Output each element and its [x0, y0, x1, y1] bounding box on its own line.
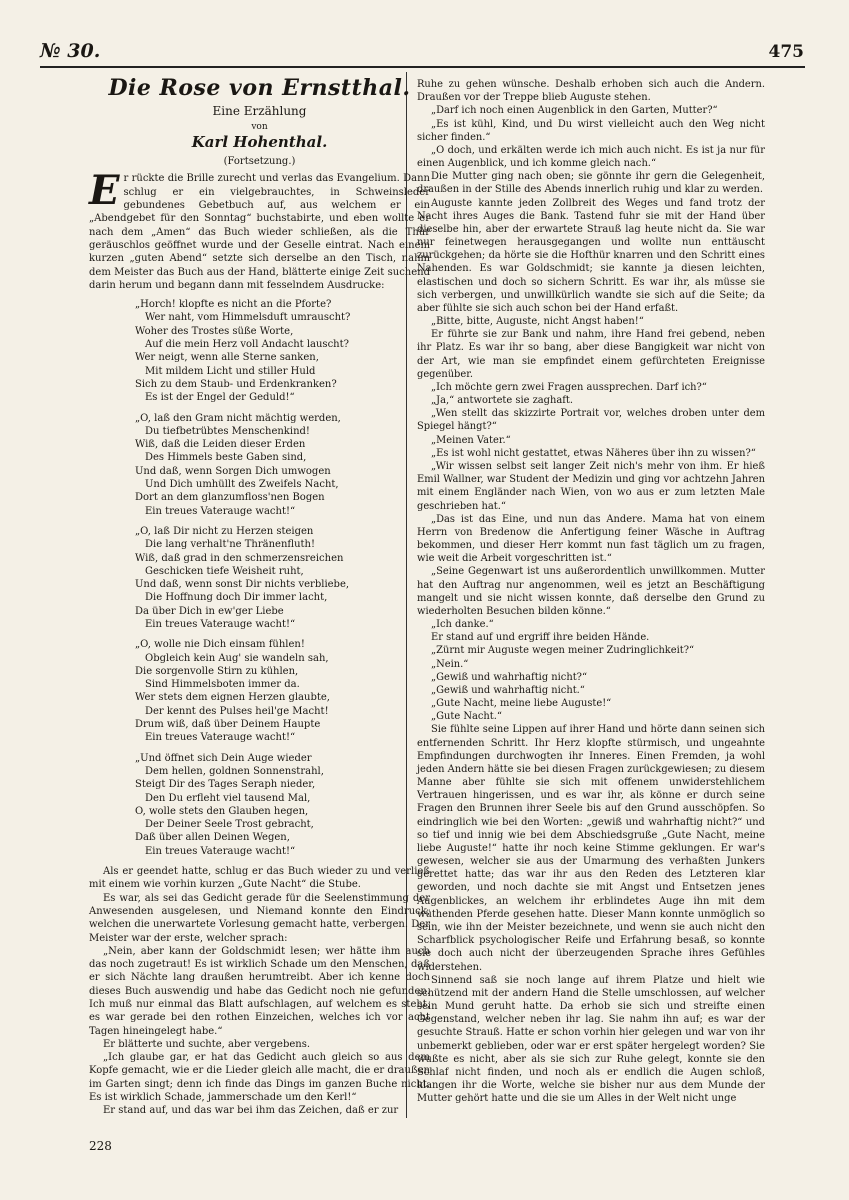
poem-line: Die sorgenvolle Stirn zu kühlen, — [135, 665, 299, 677]
poem-stanza — [135, 298, 430, 404]
paragraph: „Gute Nacht.“ — [431, 711, 502, 723]
paragraph: Auguste kannte jeden Zollbreit des Weges und fand trotz der Nacht ihres Auges die Bank. Tastend fuhr sie mit der Hand über dieselbe hin, aber der erwartete Strauß lag heute nicht da. Sie war nur feinetwegen herausgegangen und wollte nun enttäuscht zurückgehen; da hörte sie die Hofthür knarren und den Schritt eines Nahenden. Es war Goldschmidt; sie kannte ja diesen leichten, elastischen und doch so sichern Schritt. Es war ihr, als müsse sie sich verbergen, und unwillkürlich wandte sie sich auf die Seite; da aber fühlte sie sich auch schon bei der Hand erfaßt. — [417, 197, 765, 314]
paragraph: „Nein.“ — [431, 658, 469, 670]
paragraph: „Zürnt mir Auguste wegen meiner Zudringlichkeit?“ — [431, 645, 695, 657]
paragraph: „Es ist kühl, Kind, und Du wirst vielleicht auch den Weg nicht sicher finden.“ — [417, 118, 765, 143]
paragraph: „O doch, und erkälten werde ich mich auch nicht. Es ist ja nur für einen Augenblick, und ich komme gleich nach.“ — [417, 144, 765, 170]
continuation-note: (Fortsetzung.) — [223, 156, 296, 168]
poem-line: Wer neigt, wenn alle Sterne sanken, — [135, 352, 319, 364]
header-rule — [40, 66, 805, 68]
poem-line: „Und öffnet sich Dein Auge wieder — [135, 752, 312, 764]
paragraph: „Ja,“ antwortete sie zaghaft. — [431, 395, 574, 407]
paragraph: „Ich danke.“ — [431, 619, 494, 631]
paragraph: Sinnend saß sie noch lange auf ihrem Platze und hielt wie schützend mit der andern Hand die Stelle umschlossen, auf welcher sein Mund geruht hatte. Da erhob sie sich und streifte einen Gegenstand, welcher neben ihr lag. Sie nahm ihn auf; es war der gesuchte Strauß. Hatte er schon vorhin hier gelegen und war von ihr unbemerkt geblieben, oder war er erst später hergelegt worden? Sie wußte es nicht, aber als sie sich zur Ruhe gelegt, konnte sie den Schlaf nicht finden, und noch als er endlich die Augen schloß, klangen ihr die Worte, welche sie bisher nur aus dem Munde der Mutter gehört hatte und die sie um Alles in der Welt nicht unge — [417, 974, 765, 1105]
poem-line: Es ist der Engel der Geduld!“ — [145, 392, 295, 404]
poem-line: Dem hellen, goldnen Sonnenstrahl, — [145, 765, 324, 777]
poem-line: Da über Dich in ew'ger Liebe — [135, 605, 284, 617]
paragraph: „Seine Gegenwart ist uns außerordentlich unwillkommen. Mutter hat den Auftrag nur angenommen, weil es jetzt an Beschäftigung mangelt und sie nicht wissen konnte, daß derselbe den Grund zu wiederholten Besuchen bilden könne.“ — [417, 566, 765, 617]
poem-line: Sich zu dem Staub- und Erdenkranken? — [135, 378, 337, 390]
paragraph: „Nein, aber kann der Goldschmidt lesen; wer hätte ihm auch das noch zugetraut! Es ist wirklich Schade um den Menschen, daß er sich Nächte lang draußen herumtreibt. Aber ich kenne doch dieses Buch auswendig und habe das Gedicht noch nie gefunden. Ich muß nur einmal das Blatt aufschlagen, auf welchem es steht, es war gerade bei den rothen Einzeichen, welches ich vor acht Tagen hineingelegt habe.“ — [89, 945, 430, 1037]
left-after-text — [89, 865, 430, 1118]
page-number: 475 — [768, 42, 804, 62]
paragraph: „Meinen Vater.“ — [431, 434, 511, 446]
poem-line: Und Dich umhüllt des Zweifels Nacht, — [145, 479, 339, 491]
paragraph: Er blätterte und suchte, aber vergebens. — [103, 1038, 311, 1050]
paragraph: Er stand auf und ergriff ihre beiden Hände. — [431, 632, 650, 644]
article-title: Die Rose von Ernstthal. — [108, 75, 411, 101]
poem-line: Du tiefbetrübtes Menschenkind! — [145, 425, 310, 437]
poem-line: O, wolle stets den Glauben hegen, — [135, 805, 309, 817]
intro-paragraph — [89, 167, 430, 292]
drop-cap: E — [89, 167, 120, 215]
paragraph: „Ich glaube gar, er hat das Gedicht auch gleich so aus dem Kopfe gemacht, wie er die Lieder gleich alle macht, die er draußen im Garten singt; denn ich finde das Dings im ganzen Buche nicht. Es ist wirklich Schade, jammerschade um den Kerl!“ — [89, 1052, 430, 1104]
paragraph: „Es ist wohl nicht gestattet, etwas Näheres über ihn zu wissen?“ — [431, 447, 756, 459]
poem-line: Ein treues Vaterauge wacht!“ — [145, 505, 296, 517]
poem-line: Obgleich kein Aug' sie wandeln sah, — [145, 652, 329, 664]
paragraph: „Wir wissen selbst seit langer Zeit nich's mehr von ihm. Er hieß Emil Wallner, war Student der Medizin und ging vor achtzehn Jahren mit einem Engländer nach Wien, von wo aus er zum letzten Male geschrieben hat.“ — [417, 460, 765, 512]
poem-line: „O, laß Dir nicht zu Herzen steigen — [135, 525, 314, 537]
paragraph: Es war, als sei das Gedicht gerade für die Seelenstimmung der Anwesenden ausgelesen, und Niemand konnte den Eindruck, welchen die unerwartete Vorlesung gemacht hatte, verbergen. Der Meister war der erste, welcher sprach: — [89, 892, 430, 944]
article-subtitle: Eine Erzählung — [212, 104, 307, 119]
paragraph: „Darf ich noch einen Augenblick in den Garten, Mutter?“ — [431, 105, 718, 117]
poem-stanza — [135, 412, 430, 518]
paragraph: „Ich möchte gern zwei Fragen aussprechen. Darf ich?“ — [431, 381, 707, 393]
paragraph: Ruhe zu gehen wünsche. Deshalb erhoben sich auch die Andern. Draußen vor der Treppe blieb Auguste stehen. — [417, 79, 765, 104]
poem-line: Ein treues Vaterauge wacht!“ — [145, 845, 296, 857]
poem-line: Dort an dem glanzumfloss'nen Bogen — [135, 492, 325, 504]
paragraph: „Wen stellt das skizzirte Portrait vor, welches droben unter dem Spiegel hängt?“ — [417, 408, 765, 433]
poem-line: „O, wolle nie Dich einsam fühlen! — [135, 639, 305, 651]
poem-line: „O, laß den Gram nicht mächtig werden, — [135, 412, 341, 424]
article-von: von — [251, 121, 268, 132]
poem-line: Der kennt des Pulses heil'ge Macht! — [145, 705, 329, 717]
paragraph: Er führte sie zur Bank und nahm, ihre Hand frei gebend, neben ihr Platz. Es war ihr so bang, aber diese Bangigkeit war nicht von der Art, wie man sie empfindet einem gefürchteten Ereignisse gegenüber. — [417, 329, 765, 380]
poem-line: Daß über allen Deinen Wegen, — [135, 832, 290, 844]
poem-line: Drum wiß, daß über Deinem Haupte — [135, 719, 321, 731]
poem-line: Sind Himmelsboten immer da. — [145, 679, 300, 691]
poem-stanza — [135, 525, 430, 631]
paragraph: Er stand auf, und das war bei ihm das Zeichen, daß er zur — [103, 1105, 399, 1117]
sheet-number: 228 — [89, 1139, 112, 1153]
poem-line: Ein treues Vaterauge wacht!“ — [145, 618, 296, 630]
issue-number: № 30. — [40, 40, 101, 62]
right-column — [417, 78, 765, 1105]
poem-line: Woher des Trostes süße Worte, — [135, 325, 294, 337]
poem-line: Und daß, wenn Sorgen Dich umwogen — [135, 465, 331, 477]
paragraph: „Gewiß und wahrhaftig nicht.“ — [431, 684, 585, 696]
poem-line: Die lang verhalt'ne Thränenfluth! — [145, 539, 315, 551]
poem-line: Die Hoffnung doch Dir immer lacht, — [145, 592, 328, 604]
paragraph: Als er geendet hatte, schlug er das Buch wieder zu und verließ mit einem wie vorhin kurzen „Gute Nacht“ die Stube. — [89, 866, 430, 891]
poem-line: Geschicken tiefe Weisheit ruht, — [145, 565, 304, 577]
poem-line: „Horch! klopfte es nicht an die Pforte? — [135, 299, 332, 311]
poem-line: Wiß, daß grad in den schmerzensreichen — [135, 552, 344, 564]
article-author: Karl Hohenthal. — [191, 132, 328, 151]
poem-line: Auf die mein Herz voll Andacht lauscht? — [145, 339, 349, 351]
poem-line: Ein treues Vaterauge wacht!“ — [145, 732, 296, 744]
paragraph: „Das ist das Eine, und nun das Andere. Mama hat von einem Herrn von Bredenow die Anfertigung feiner Wäsche in Auftrag bekommen, und dieser Herr kommt nun fast täglich um zu fragen, wie weit die Arbeit vorgeschritten ist.“ — [417, 513, 765, 565]
poem-line: Der Deiner Seele Trost gebracht, — [145, 819, 314, 831]
poem-line: Wer stets dem eignen Herzen glaubte, — [135, 692, 330, 704]
paragraph: „Bitte, bitte, Auguste, nicht Angst haben!“ — [431, 316, 644, 328]
poem — [135, 298, 430, 858]
poem-stanza — [135, 638, 430, 744]
poem-line: Steigt Dir des Tages Seraph nieder, — [135, 779, 316, 791]
left-column — [89, 75, 430, 1118]
poem-line: Mit mildem Licht und stiller Huld — [145, 365, 316, 377]
intro-text: r rückte die Brille zurecht und verlas das Evangelium. Dann schlug er ein vielgebrauchtes, in Schweinsleder gebundenes Gebetbuch auf, aus welchem er ein „Abendgebet für den Sonntag“ buchstabirte, und eben wollte er nach dem „Amen“ das Buch wieder schließen, als die Thür geräuschlos geöffnet wurde und der Geselle eintrat. Nach einem kurzen „guten Abend“ setzte sich derselbe an den Tisch, nahm dem Meister das Buch aus der Hand, blätterte einige Zeit suchend darin herum und begann dann mit fesselndem Ausdrucke: — [89, 173, 430, 291]
poem-stanza — [135, 752, 430, 858]
poem-line: Und daß, wenn sonst Dir nichts verbliebe, — [135, 579, 350, 591]
paragraph: „Gewiß und wahrhaftig nicht?“ — [431, 671, 588, 683]
paragraph: Die Mutter ging nach oben; sie gönnte ihr gern die Gelegenheit, draußen in der Stille des Abends innerlich ruhig und klar zu werden. — [417, 171, 765, 196]
poem-line: Den Du erfleht viel tausend Mal, — [145, 792, 311, 804]
poem-line: Wer naht, vom Himmelsduft umrauscht? — [145, 312, 351, 324]
paragraph: „Gute Nacht, meine liebe Auguste!“ — [431, 698, 612, 710]
poem-line: Wiß, daß die Leiden dieser Erden — [135, 439, 306, 451]
poem-line: Des Himmels beste Gaben sind, — [145, 452, 307, 464]
paragraph: Sie fühlte seine Lippen auf ihrer Hand und hörte dann seinen sich entfernenden Schritt. Ihr Herz klopfte stürmisch, und ungeahnte Empfindungen durchwogten ihr Inneres. Einen Fremden, ja wohl jeden Andern hätte sie bei diesen Fragen zurückgewiesen; zu diesem Manne aber fühlte sie sich mit offenem unwiderstehlichem Vertrauen hingerissen, und es war ihr, als könne er durch seine Fragen den Brunnen ihrer Seele bis auf den Grund ausschöpfen. So eindringlich wie bei den Worten: „gewiß und wahrhaftig nicht?“ und so tief und innig wie bei dem Abschiedsgruße „Gute Nacht, meine liebe Auguste!“ hatte ihr noch keine Stimme geklungen. Er war's gewesen, welcher sie aus der Umarmung des verhaßten Junkers gerettet hatte; das war ihr aus den Reden des Letzteren klar geworden, und noch dachte sie mit Angst und Entsetzen jenes Augenblickes, an welchem ihr erblindetes Auge ihn mit dem wüthenden Pferde gesehen hatte. Dieser Mann konnte unmöglich so sein, wie ihn der Meister bezeichnete, und wenn sie auch nicht den Scharfblick psychologischer Reife und Erfahrung besaß, so konnte sie doch auch nicht der überzeugenden Sprache ihres Gefühles widerstehen. — [417, 724, 765, 973]
